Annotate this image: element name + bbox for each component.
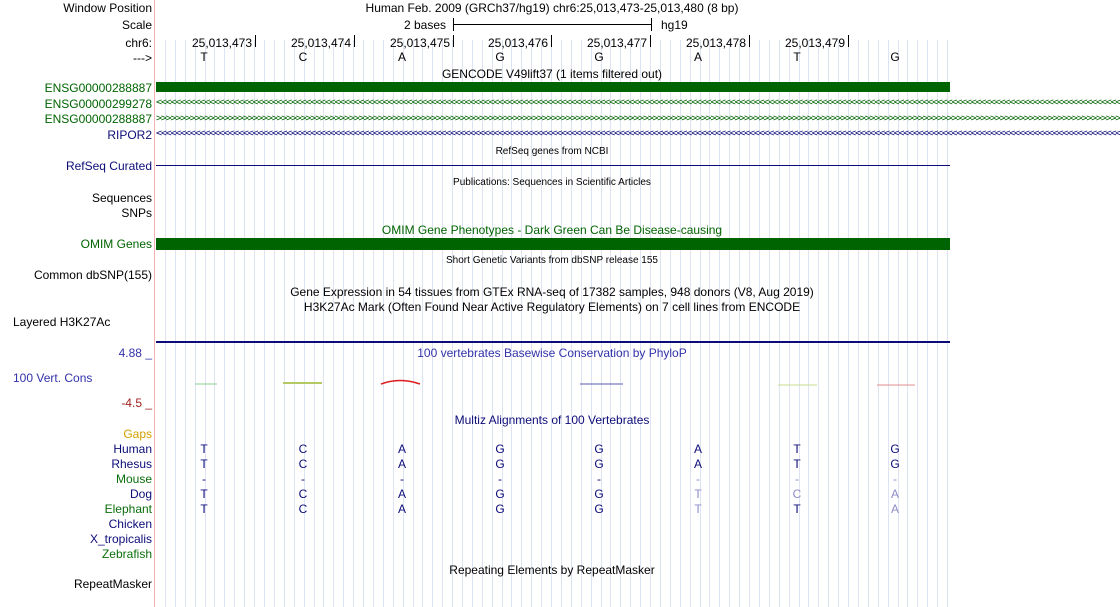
species-label[interactable]: Human: [113, 442, 152, 456]
sequence-base: C: [298, 50, 308, 64]
grid-line: [413, 40, 414, 607]
grid-line: [640, 40, 641, 607]
h3k27ac-signal-line: [156, 341, 950, 343]
grid-line: [323, 40, 324, 607]
grid-line: [818, 40, 819, 607]
phylop-track-title: 100 vertebrates Basewise Conservation by PhyloP: [417, 346, 687, 360]
grid-line: [244, 40, 245, 607]
grid-line: [868, 40, 869, 607]
scale-bar-line: [453, 24, 651, 25]
grid-line: [224, 40, 225, 607]
alignment-base: C: [792, 487, 802, 501]
phylop-signal: [155, 374, 950, 394]
grid-line: [551, 40, 552, 607]
grid-line: [205, 40, 206, 607]
scale-bar-right-tick: [651, 18, 652, 31]
grid-line: [383, 40, 384, 607]
grid-line: [610, 40, 611, 607]
refseq-track-label[interactable]: RefSeq Curated: [65, 159, 152, 173]
grid-line: [789, 40, 790, 607]
grid-line: [492, 40, 493, 607]
gene-label-ripor2[interactable]: RIPOR2: [107, 128, 152, 142]
alignment-base: G: [495, 457, 505, 471]
grid-line: [937, 40, 938, 607]
grid-line: [591, 40, 592, 607]
alignment-base: G: [594, 442, 604, 456]
scale-db-text: hg19: [661, 18, 688, 32]
grid-line: [878, 40, 879, 607]
conservation-min-value: -4.5 _: [121, 396, 152, 410]
alignment-base: T: [793, 442, 801, 456]
grid-line: [343, 40, 344, 607]
track-image-area[interactable]: [155, 0, 1120, 607]
species-label[interactable]: Dog: [129, 487, 152, 501]
alignment-base: C: [298, 457, 308, 471]
conservation-track-label[interactable]: 100 Vert. Cons: [13, 371, 93, 385]
strand-arrow-label: --->: [133, 51, 152, 65]
gencode-track-title: GENCODE V49lift37 (1 items filtered out): [441, 67, 663, 81]
alignment-base: G: [594, 457, 604, 471]
grid-line: [670, 40, 671, 607]
alignment-base: A: [693, 442, 703, 456]
grid-line: [393, 40, 394, 607]
grid-line: [472, 40, 473, 607]
grid-line: [304, 40, 305, 607]
grid-line: [373, 40, 374, 607]
grid-line: [749, 40, 750, 607]
grid-line: [175, 40, 176, 607]
species-label[interactable]: Rhesus: [111, 457, 152, 471]
grid-line: [403, 40, 404, 607]
chromosome-label: chr6:: [125, 36, 152, 50]
ruler-tick: [650, 35, 651, 47]
grid-line: [660, 40, 661, 607]
ruler-position-label: 25,013,478: [685, 36, 747, 50]
grid-line: [561, 40, 562, 607]
grid-line: [898, 40, 899, 607]
gene-label-ensg-2[interactable]: ENSG00000299278: [44, 97, 152, 111]
grid-line: [858, 40, 859, 607]
grid-line: [452, 40, 453, 607]
ruler-position-label: 25,013,479: [784, 36, 846, 50]
grid-line: [333, 40, 334, 607]
alignment-base: C: [298, 502, 308, 516]
grid-line: [254, 40, 255, 607]
grid-line: [700, 40, 701, 607]
alignment-base: -: [202, 472, 206, 486]
alignment-base: G: [890, 442, 900, 456]
omim-track-title: OMIM Gene Phenotypes - Dark Green Can Be Disease-causing: [381, 223, 723, 237]
grid-line: [620, 40, 621, 607]
alignment-base: T: [200, 502, 208, 516]
alignment-base: -: [795, 472, 799, 486]
grid-line: [314, 40, 315, 607]
h3k27ac-track-label[interactable]: Layered H3K27Ac: [13, 315, 111, 329]
sequence-base: A: [397, 50, 407, 64]
alignment-base: T: [793, 457, 801, 471]
assembly-position-header: Human Feb. 2009 (GRCh37/hg19) chr6:25,013,473-25,013,480 (8 bp): [365, 1, 739, 15]
alignment-base: -: [696, 472, 700, 486]
grid-line: [571, 40, 572, 607]
species-label[interactable]: Elephant: [104, 502, 152, 516]
alignment-base: A: [890, 487, 900, 501]
ruler-tick: [255, 35, 256, 47]
grid-line: [917, 40, 918, 607]
grid-line: [422, 40, 423, 607]
grid-line: [521, 40, 522, 607]
alignment-base: A: [693, 457, 703, 471]
grid-line: [769, 40, 770, 607]
grid-line: [808, 40, 809, 607]
alignment-base: C: [298, 487, 308, 501]
alignment-base: G: [890, 457, 900, 471]
alignment-base: A: [397, 442, 407, 456]
grid-line: [680, 40, 681, 607]
gene-label-ensg-3[interactable]: ENSG00000288887: [44, 112, 152, 126]
grid-line: [739, 40, 740, 607]
repeatmasker-track-label[interactable]: RepeatMasker: [73, 577, 152, 591]
scale-label: Scale: [121, 18, 152, 32]
alignment-base: -: [301, 472, 305, 486]
alignment-base: A: [397, 502, 407, 516]
grid-line: [759, 40, 760, 607]
ruler-position-label: 25,013,476: [487, 36, 549, 50]
ruler-tick: [848, 35, 849, 47]
ruler-tick: [453, 35, 454, 47]
sequences-track-label[interactable]: Sequences: [91, 191, 152, 205]
gaps-label: Gaps: [123, 427, 152, 441]
alignment-base: A: [397, 487, 407, 501]
species-label[interactable]: Zebrafish: [101, 547, 152, 561]
gene-feature-ensg-3[interactable]: >>>>>>>>>>>>>>>>>>>>>>>>>>>>>>>>>>>>>>>>>>>>>>>>>>>>>>>>>>>>>>>>>>>>>>>>>>>>>>>>>>>>>>>>>>>>>>>>>>>>>>>>>>>>>>>>>>>>>>>>>>>>>>>>>>>>>>>>>>>>>>>>>>>>>>>>>>>>>>>>>>>>>>>>>>>>>>>>>>>>>>>>>>>>>>>>>>>>>>>>: [156, 113, 1120, 124]
species-label[interactable]: Mouse: [115, 472, 152, 486]
grid-line: [848, 40, 849, 607]
omim-gene-feature[interactable]: [156, 238, 950, 250]
gene-label-ensg-1[interactable]: ENSG00000288887: [44, 81, 152, 95]
dbsnp-track-title: Short Genetic Variants from dbSNP release 155: [446, 255, 658, 266]
gene-feature-ensg-1[interactable]: [156, 82, 950, 92]
repeatmasker-track-title: Repeating Elements by RepeatMasker: [449, 563, 655, 577]
ruler-position-label: 25,013,473: [191, 36, 253, 50]
grid-line: [729, 40, 730, 607]
grid-line: [709, 40, 710, 607]
sequence-base: G: [890, 50, 900, 64]
scale-bases-text: 2 bases: [404, 18, 447, 32]
alignment-base: A: [890, 502, 900, 516]
grid-line: [482, 40, 483, 607]
snps-track-label[interactable]: SNPs: [121, 206, 152, 220]
grid-line: [799, 40, 800, 607]
grid-line: [581, 40, 582, 607]
species-label[interactable]: X_tropicalis: [89, 532, 152, 546]
h3k27ac-track-title: H3K27Ac Mark (Often Found Near Active Regulatory Elements) on 7 cell lines from ENCODE: [303, 300, 801, 314]
alignment-base: T: [793, 502, 801, 516]
grid-line: [719, 40, 720, 607]
omim-track-label[interactable]: OMIM Genes: [80, 237, 152, 251]
ruler-position-label: 25,013,474: [290, 36, 352, 50]
alignment-base: C: [298, 442, 308, 456]
grid-line: [907, 40, 908, 607]
grid-line: [234, 40, 235, 607]
sequence-base: T: [793, 50, 801, 64]
grid-line: [947, 40, 948, 607]
dbsnp-track-label[interactable]: Common dbSNP(155): [33, 268, 152, 282]
alignment-base: -: [893, 472, 897, 486]
conservation-max-value: 4.88 _: [118, 346, 152, 360]
grid-line: [601, 40, 602, 607]
multiz-track-title: Multiz Alignments of 100 Vertebrates: [454, 413, 650, 427]
alignment-base: T: [694, 487, 702, 501]
gene-feature-ripor2[interactable]: <<<<<<<<<<<<<<<<<<<<<<<<<<<<<<<<<<<<<<<<<<<<<<<<<<<<<<<<<<<<<<<<<<<<<<<<<<<<<<<<<<<<<<<<<<<<<<<<<<<<<<<<<<<<<<<<<<<<<<<<<<<<<<<<<<<<<<<<<<<<<<<<<<<<<<<<<<<<<<<<<<<<<<<<<<<<<<<<<<<<<<<<<<<<<<<<<<<<<<<<: [156, 128, 1120, 139]
alignment-base: -: [597, 472, 601, 486]
phylop-peak: [381, 381, 420, 385]
grid-line: [650, 40, 651, 607]
alignment-base: G: [495, 442, 505, 456]
grid-line: [927, 40, 928, 607]
grid-line: [214, 40, 215, 607]
grid-line: [195, 40, 196, 607]
grid-line: [165, 40, 166, 607]
grid-line: [888, 40, 889, 607]
ruler-tick: [354, 35, 355, 47]
publications-track-title: Publications: Sequences in Scientific Articles: [453, 177, 651, 188]
grid-line: [541, 40, 542, 607]
grid-line: [353, 40, 354, 607]
grid-line: [838, 40, 839, 607]
alignment-base: A: [397, 457, 407, 471]
grid-line: [432, 40, 433, 607]
grid-line: [779, 40, 780, 607]
sequence-base: A: [693, 50, 703, 64]
grid-line: [828, 40, 829, 607]
sequence-base: T: [200, 50, 208, 64]
ruler-tick: [749, 35, 750, 47]
grid-line: [442, 40, 443, 607]
alignment-base: T: [200, 487, 208, 501]
alignment-base: -: [400, 472, 404, 486]
alignment-base: T: [694, 502, 702, 516]
alignment-base: T: [200, 442, 208, 456]
grid-line: [274, 40, 275, 607]
grid-line: [511, 40, 512, 607]
grid-line: [462, 40, 463, 607]
alignment-base: G: [594, 502, 604, 516]
grid-line: [363, 40, 364, 607]
ruler-position-label: 25,013,475: [389, 36, 451, 50]
grid-line: [284, 40, 285, 607]
gtex-track-title: Gene Expression in 54 tissues from GTEx RNA-seq of 17382 samples, 948 donors (V8, Aug 2019): [290, 285, 814, 299]
track-label-pane: [0, 0, 154, 607]
grid-line: [690, 40, 691, 607]
grid-line: [502, 40, 503, 607]
alignment-base: G: [495, 487, 505, 501]
ruler-position-label: 25,013,477: [586, 36, 648, 50]
refseq-gene-line[interactable]: [156, 165, 950, 166]
grid-line: [264, 40, 265, 607]
grid-line: [294, 40, 295, 607]
grid-line: [531, 40, 532, 607]
sequence-base: G: [594, 50, 604, 64]
alignment-base: G: [594, 487, 604, 501]
grid-line: [185, 40, 186, 607]
window-position-label: Window Position: [63, 1, 152, 15]
alignment-base: T: [200, 457, 208, 471]
gene-feature-ensg-2[interactable]: <<<<<<<<<<<<<<<<<<<<<<<<<<<<<<<<<<<<<<<<<<<<<<<<<<<<<<<<<<<<<<<<<<<<<<<<<<<<<<<<<<<<<<<<<<<<<<<<<<<<<<<<<<<<<<<<<<<<<<<<<<<<<<<<<<<<<<<<<<<<<<<<<<<<<<<<<<<<<<<<<<<<<<<<<<<<<<<<<<<<<<<<<<<<<<<<<<<<<<<<: [156, 97, 1120, 108]
sequence-base: G: [495, 50, 505, 64]
ruler-tick: [551, 35, 552, 47]
grid-line: [630, 40, 631, 607]
alignment-base: G: [495, 502, 505, 516]
species-label[interactable]: Chicken: [108, 517, 152, 531]
refseq-track-title: RefSeq genes from NCBI: [495, 146, 609, 157]
alignment-base: -: [498, 472, 502, 486]
